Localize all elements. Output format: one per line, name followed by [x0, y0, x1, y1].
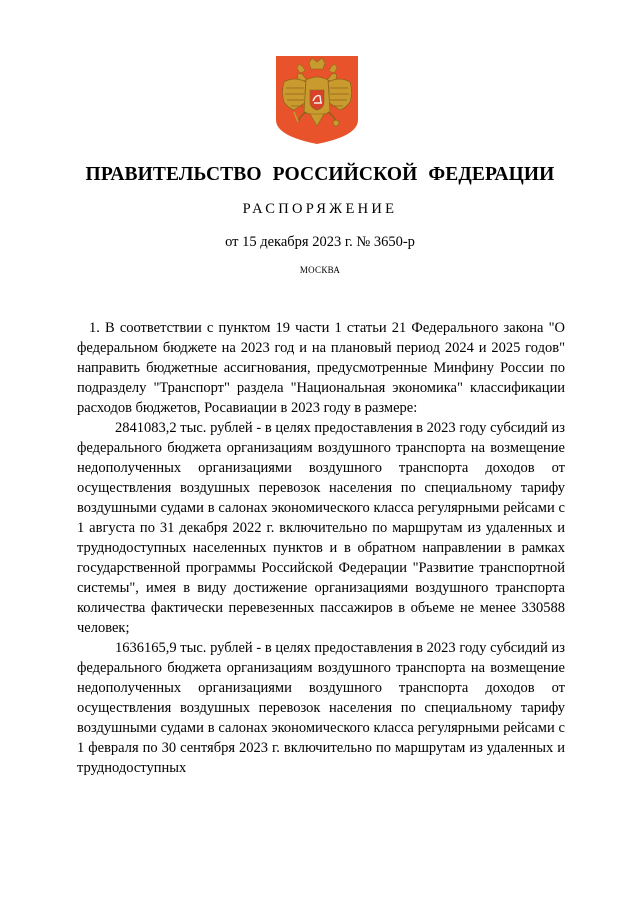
paragraph-allocation-2: 1636165,9 тыс. рублей - в целях предоставления в 2023 году субсидий из федерального бюджета организациям воздушного транспорта на возмещение недополученных организациями воздушного транспорта доходов от осуществления воздушных перевозок населения по специальному тарифу воздушными судами в салонах экономического класса регулярными рейсами с 1 февраля по 30 сентября 2023 г. включительно по маршрутам из удаленных и труднодоступных	[77, 640, 565, 776]
government-title: ПРАВИТЕЛЬСТВО РОССИЙСКОЙ ФЕДЕРАЦИИ	[85, 164, 555, 185]
document-body	[77, 318, 565, 778]
document-date-number: от 15 декабря 2023 г. № 3650-р	[225, 234, 415, 250]
document-type: РАСПОРЯЖЕНИЕ	[242, 201, 398, 217]
paragraph-item-1: 1. В соответствии с пунктом 19 части 1 статьи 21 Федерального закона "О федеральном бюджете на 2023 год и на плановый период 2024 и 2025 годов" направить бюджетные ассигнования, предусмотренные Минфину России по подразделу "Транспорт" раздела "Национальная экономика" классификации расходов бюджетов, Росавиации в 2023 году в размере:	[77, 320, 565, 416]
coat-of-arms-graphic	[276, 56, 358, 144]
paragraph-allocation-1: 2841083,2 тыс. рублей - в целях предоставления в 2023 году субсидий из федерального бюджета организациям воздушного транспорта на возмещение недополученных организациями воздушного транспорта доходов от осуществления воздушных перевозок населения по специальному тарифу воздушными судами в салонах экономического класса регулярными рейсами с 1 августа по 31 декабря 2022 г. включительно по маршрутам из удаленных и труднодоступных населенных пунктов и в обратном направлении в рамках государственной программы Российской Федерации "Развитие транспортной системы", имея в виду достижение организациями воздушного транспорта количества фактически перевезенных пассажиров в объеме не менее 330588 человек;	[77, 420, 565, 636]
document-city: МОСКВА	[299, 265, 341, 275]
coat-of-arms-icon	[276, 56, 358, 144]
